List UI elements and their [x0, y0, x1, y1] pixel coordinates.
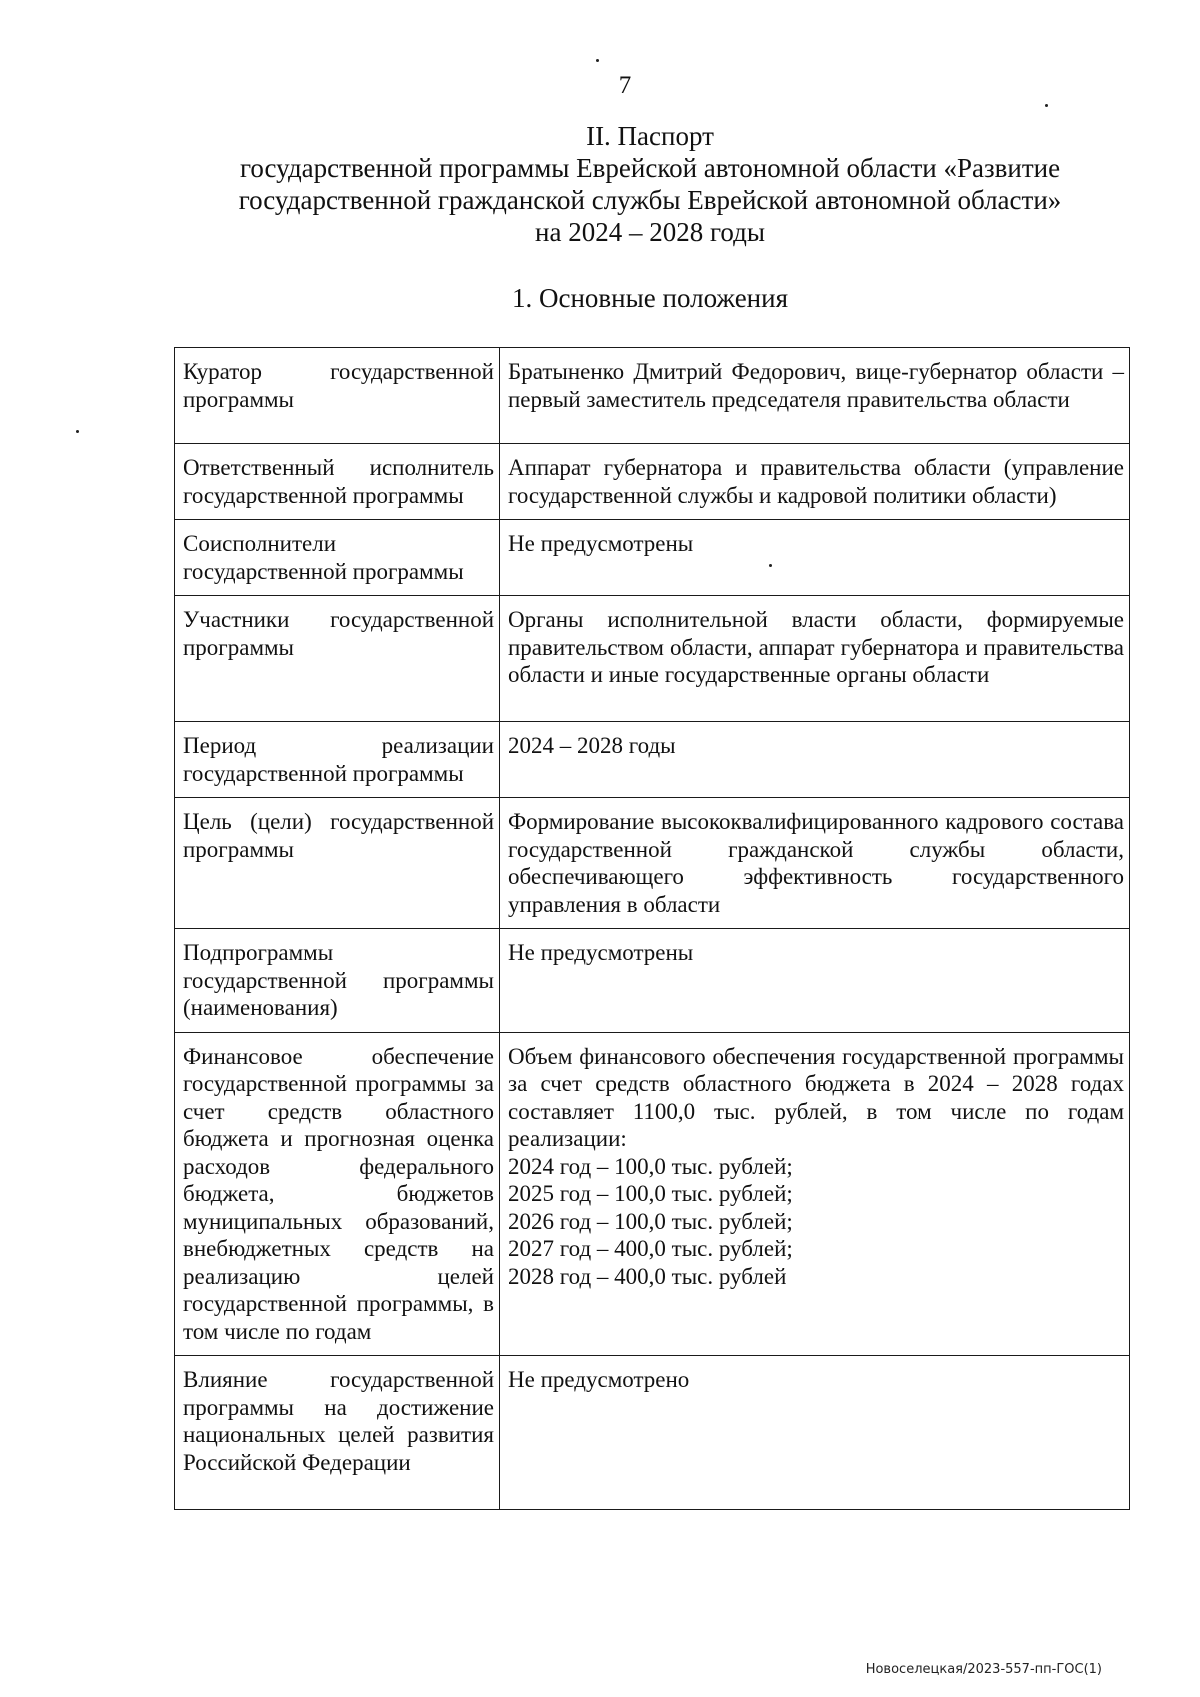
row-label: Влияние государственной программы на достижение национальных целей развития Российской Федерации [175, 1356, 500, 1510]
row-value: 2024 – 2028 годы [500, 722, 1130, 798]
row-value: Братыненко Дмитрий Федорович, вице-губернатор области – первый заместитель председателя правительства области [500, 348, 1130, 444]
row-value: Аппарат губернатора и правительства области (управление государственной службы и кадровой политики области) [500, 444, 1130, 520]
row-label: Цель (цели) государственной программы [175, 798, 500, 929]
row-value: Не предусмотрено [500, 1356, 1130, 1510]
scan-speck [596, 59, 599, 62]
funding-intro: Объем финансового обеспечения государственной программы за счет средств областного бюджета в 2024 – 2028 годах составляет 1100,0 тыс. рублей, в том числе по годам реализации: [508, 1043, 1124, 1151]
row-label: Участники государственной программы [175, 596, 500, 722]
section-title: 1. Основные положения [512, 283, 788, 313]
table-row [175, 798, 1130, 929]
row-value: Органы исполнительной власти области, формируемые правительством области, аппарат губернатора и правительства области и иные государственные органы области [500, 596, 1130, 722]
table-row [175, 596, 1130, 722]
funding-year-2024: 2024 год – 100,0 тыс. рублей; [508, 1153, 793, 1179]
page-heading [150, 120, 1150, 248]
funding-year-2025: 2025 год – 100,0 тыс. рублей; [508, 1181, 793, 1206]
row-value: Не предусмотрены [500, 929, 1130, 1033]
table-row [175, 1032, 1130, 1356]
funding-year-2027: 2027 год – 400,0 тыс. рублей; [508, 1236, 793, 1261]
row-value: Не предусмотрены [500, 520, 1130, 596]
scan-speck [76, 430, 79, 433]
heading-line-3: государственной гражданской службы Еврейской автономной области» [238, 185, 1062, 215]
heading-line-1: II. Паспорт [586, 121, 714, 151]
row-label: Период реализации государственной программы [175, 722, 500, 798]
document-code: Новоселецкая/2023-557-пп-ГОС(1) [865, 1662, 1102, 1677]
heading-line-2: государственной программы Еврейской автономной области «Развитие [239, 153, 1061, 183]
row-label: Подпрограммы государственной программы (наименования) [175, 929, 500, 1033]
heading-line-4: на 2024 – 2028 годы [535, 217, 765, 247]
funding-year-2028: 2028 год – 400,0 тыс. рублей [508, 1263, 787, 1289]
page-number: 7 [618, 72, 632, 99]
table-row [175, 929, 1130, 1033]
row-label: Куратор государственной программы [175, 348, 500, 444]
funding-year-2026: 2026 год – 100,0 тыс. рублей; [508, 1208, 793, 1234]
row-label: Финансовое обеспечение государственной программы за счет средств областного бюджета и прогнозная оценка расходов федерального бюджета, бюджетов муниципальных образований, внебюджетных средств на реализацию целей государственной программы, в том числе по годам [175, 1032, 500, 1356]
table-row [175, 520, 1130, 596]
row-value: Формирование высококвалифицированного кадрового состава государственной гражданской службы области, обеспечивающего эффективность государственного управления в области [500, 798, 1130, 929]
table-row [175, 348, 1130, 444]
scan-speck [769, 564, 772, 567]
scan-speck [1045, 104, 1048, 107]
table-row [175, 722, 1130, 798]
table-row [175, 444, 1130, 520]
row-label: Ответственный исполнитель государственной программы [175, 444, 500, 520]
row-label: Соисполнители государственной программы [175, 520, 500, 596]
passport-table [174, 347, 1130, 1510]
table-row [175, 1356, 1130, 1510]
row-value [500, 1032, 1130, 1356]
